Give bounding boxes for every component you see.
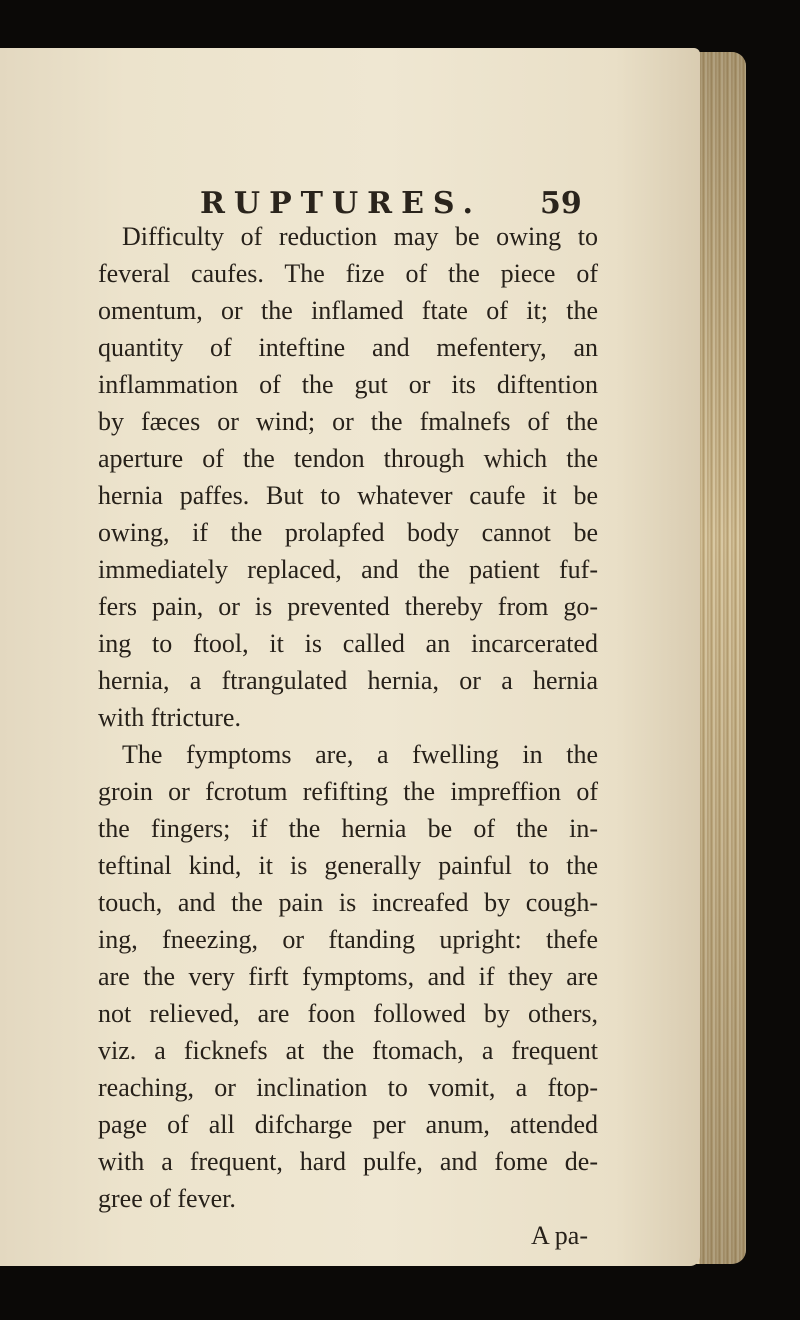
text-line: the fingers; if the hernia be of the in- (98, 814, 598, 843)
text-line: hernia, a ftrangulated hernia, or a hernia (98, 666, 598, 695)
text-line: not relieved, are foon followed by others, (98, 999, 598, 1028)
catchword: A pa- (530, 1221, 588, 1250)
text-line: inflammation of the gut or its diftention (98, 370, 598, 399)
text-line: ing, fneezing, or ftanding upright: thefe (98, 925, 598, 954)
text-line: quantity of inteftine and mefentery, an (98, 333, 598, 362)
text-line: with a frequent, hard pulfe, and fome de- (98, 1147, 598, 1176)
page-number: 59 (540, 186, 582, 221)
running-head-title: RUPTURES. (200, 186, 482, 221)
text-line: ing to ftool, it is called an incarcerated (98, 629, 598, 658)
text-line: Difficulty of reduction may be owing to (122, 222, 598, 251)
text-line: groin or fcrotum refifting the impreffion of (98, 777, 598, 806)
page-edges-shadow (700, 52, 746, 1264)
text-line: are the very firft fymptoms, and if they are (98, 962, 598, 991)
body-text (98, 218, 598, 1254)
text-line: reaching, or inclination to vomit, a ftop- (98, 1073, 598, 1102)
text-line: touch, and the pain is increafed by cough- (98, 888, 598, 917)
text-line: The fymptoms are, a fwelling in the (122, 740, 598, 769)
text-line: omentum, or the inflamed ftate of it; the (98, 296, 598, 325)
text-line: with ftricture. (98, 703, 241, 732)
text-line: immediately replaced, and the patient fuf- (98, 555, 598, 584)
text-line: gree of fever. (98, 1184, 236, 1213)
text-line: aperture of the tendon through which the (98, 444, 598, 473)
text-line: viz. a ficknefs at the ftomach, a frequent (98, 1036, 598, 1065)
book-page (0, 48, 700, 1266)
text-line: feveral caufes. The fize of the piece of (98, 259, 598, 288)
text-line: owing, if the prolapfed body cannot be (98, 518, 598, 547)
running-head (100, 180, 600, 220)
text-line: page of all difcharge per anum, attended (98, 1110, 598, 1139)
text-line: fers pain, or is prevented thereby from go- (98, 592, 598, 621)
text-line: teftinal kind, it is generally painful to the (98, 851, 598, 880)
text-line: hernia paffes. But to whatever caufe it be (98, 481, 598, 510)
text-line: by fæces or wind; or the fmalnefs of the (98, 407, 598, 436)
